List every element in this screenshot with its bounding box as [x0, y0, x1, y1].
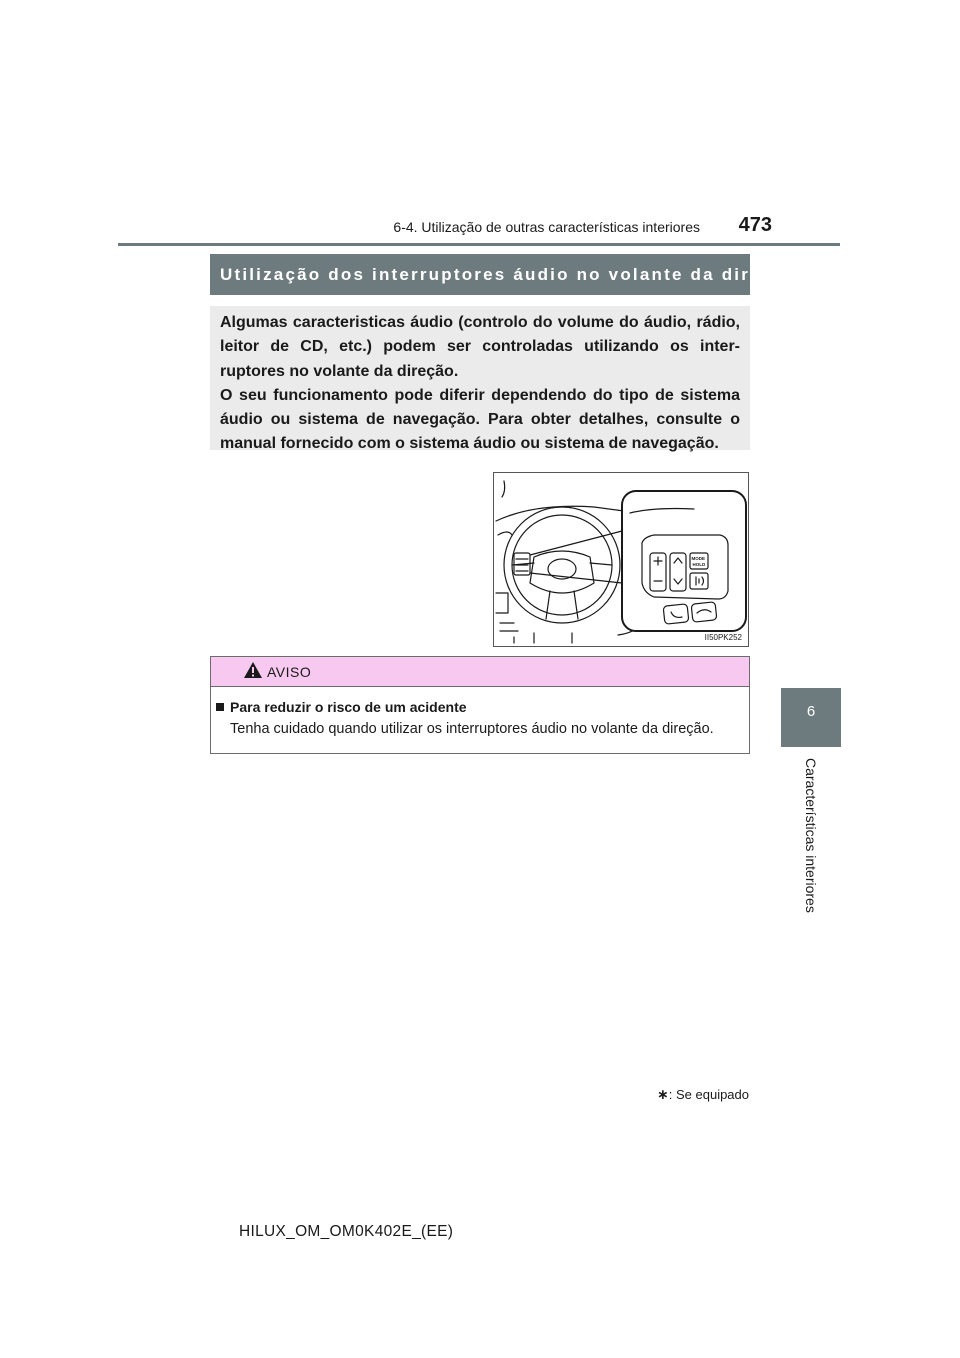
mode-button-label: MODE [691, 556, 705, 561]
steering-wheel-drawing [494, 473, 749, 647]
hold-button-label: HOLD [692, 562, 706, 567]
intro-box [210, 306, 750, 453]
section-title-bar [210, 254, 809, 295]
warning-item-text: Tenha cuidado quando utilizar os interruptores áudio no volante da direção. [230, 721, 714, 737]
page-number: 473 [738, 214, 772, 236]
section-header: 6-4. Utilização de outras características interiores [393, 219, 700, 235]
footnote [560, 1086, 749, 1103]
equipped-marker: ∗ [799, 265, 809, 277]
steering-wheel-illustration [493, 472, 749, 647]
warning-item-title [216, 699, 467, 715]
section-title [220, 264, 809, 285]
warning-header [211, 657, 749, 687]
footnote-symbol: ∗ [657, 1086, 669, 1102]
figure-code: II50PK252 [704, 633, 742, 642]
warning-item-title-text: Para reduzir o risco de um acidente [230, 699, 467, 715]
warning-triangle-icon [243, 661, 263, 679]
bullet-square-icon [216, 703, 224, 711]
document-code: HILUX_OM_OM0K402E_(EE) [239, 1223, 454, 1240]
warning-box [210, 656, 750, 754]
footnote-text: : Se equipado [668, 1087, 749, 1102]
chapter-title-vertical [796, 758, 826, 918]
section-title-text: Utilização dos interruptores áudio no volante da direção [220, 265, 798, 284]
intro-paragraph-1: Algumas caracteristicas áudio (controlo do volume do áudio, rádio, leitor de CD, etc.) podem ser controladas utilizando os inter-ruptores no volante da direção. [220, 314, 740, 380]
chapter-number-tab: 6 [781, 688, 841, 747]
header-rule [118, 243, 840, 246]
chapter-title-text: Características interiores [803, 758, 819, 913]
intro-paragraph-2: O seu funcionamento pode diferir dependendo do tipo de sistema áudio ou sistema de navegação. Para obter detalhes, consulte o manual fornecido com o sistema áudio ou sistema de navegação. [220, 386, 740, 453]
warning-label: AVISO [267, 664, 312, 680]
